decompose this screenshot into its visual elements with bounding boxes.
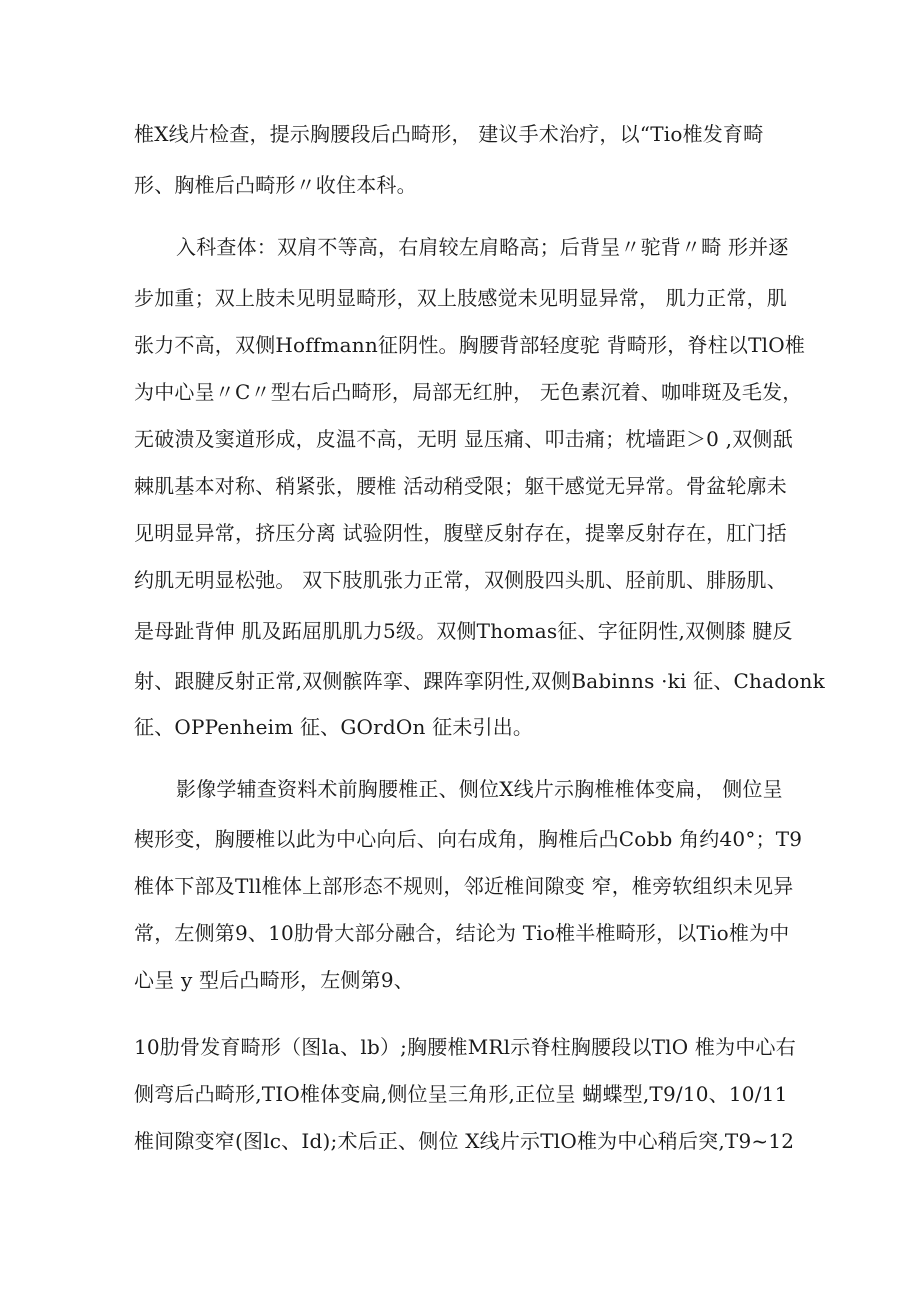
text-line: 椎体下部及Tll椎体上部形态不规则，邻近椎间隙变 窄，椎旁软组织未见异: [134, 874, 794, 898]
text-line: 常，左侧第9、10肋骨大部分融合，结论为 Tio椎半椎畸形，以Tio椎为中: [134, 921, 790, 945]
text-line: 是母趾背伸 肌及跖屈肌肌力5级。双侧Thomas征、字征阴性,双侧膝 腱反: [134, 619, 793, 643]
text-line: 侧弯后凸畸形,TIO椎体变扁,侧位呈三角形,正位呈 蝴蝶型,T9/10、10/11: [134, 1082, 788, 1106]
text-line: 10肋骨发育畸形（图la、lb）;胸腰椎MRl示脊柱胸腰段以TlO 椎为中心右: [134, 1035, 796, 1059]
text-line: 影像学辅查资料术前胸腰椎正、侧位X线片示胸椎椎体变扁， 侧位呈: [176, 777, 783, 801]
text-line: 见明显异常，挤压分离 试验阴性，腹壁反射存在，提睾反射存在，肛门括: [134, 521, 787, 545]
text-line: 张力不高，双侧Hoffmann征阴性。胸腰背部轻度驼 背畸形，脊柱以TlO椎: [134, 333, 806, 357]
text-line: 无破溃及窦道形成，皮温不高，无明 显压痛、叩击痛；枕墙距＞0 ,双侧舐: [134, 427, 793, 451]
text-line: 约肌无明显松弛。 双下肢肌张力正常，双侧股四头肌、胫前肌、腓肠肌、: [134, 568, 787, 592]
text-line: 楔形变，胸腰椎以此为中心向后、向右成角，胸椎后凸Cobb 角约40°；T9: [134, 827, 803, 851]
text-line: 为中心呈〃C〃型右后凸畸形，局部无红肿， 无色素沉着、咖啡斑及毛发，: [134, 380, 803, 404]
text-line: 步加重；双上肢未见明显畸形，双上肢感觉未见明显异常， 肌力正常，肌: [134, 286, 787, 310]
text-line: 椎间隙变窄(图lc、Id);术后正、侧位 X线片示TlO椎为中心稍后突,T9~12: [134, 1129, 795, 1153]
text-line: 心呈 y 型后凸畸形，左侧第9、: [134, 968, 414, 992]
text-line: 征、OPPenheim 征、GOrdOn 征未引出。: [134, 715, 534, 739]
text-line: 棘肌基本对称、稍紧张，腰椎 活动稍受限；躯干感觉无异常。骨盆轮廓未: [134, 474, 787, 498]
text-line: 椎X线片检查，提示胸腰段后凸畸形， 建议手术治疗，以“Tio椎发育畸: [134, 122, 764, 146]
text-line: 形、胸椎后凸畸形〃收住本科。: [134, 173, 417, 197]
text-line: 射、跟腱反射正常,双侧髌阵挛、踝阵挛阴性,双侧Babinns ·ki 征、Chadonk: [134, 669, 825, 693]
text-line: 入科查体：双肩不等高，右肩较左肩略高；后背呈〃驼背〃畸 形并逐: [176, 235, 789, 259]
